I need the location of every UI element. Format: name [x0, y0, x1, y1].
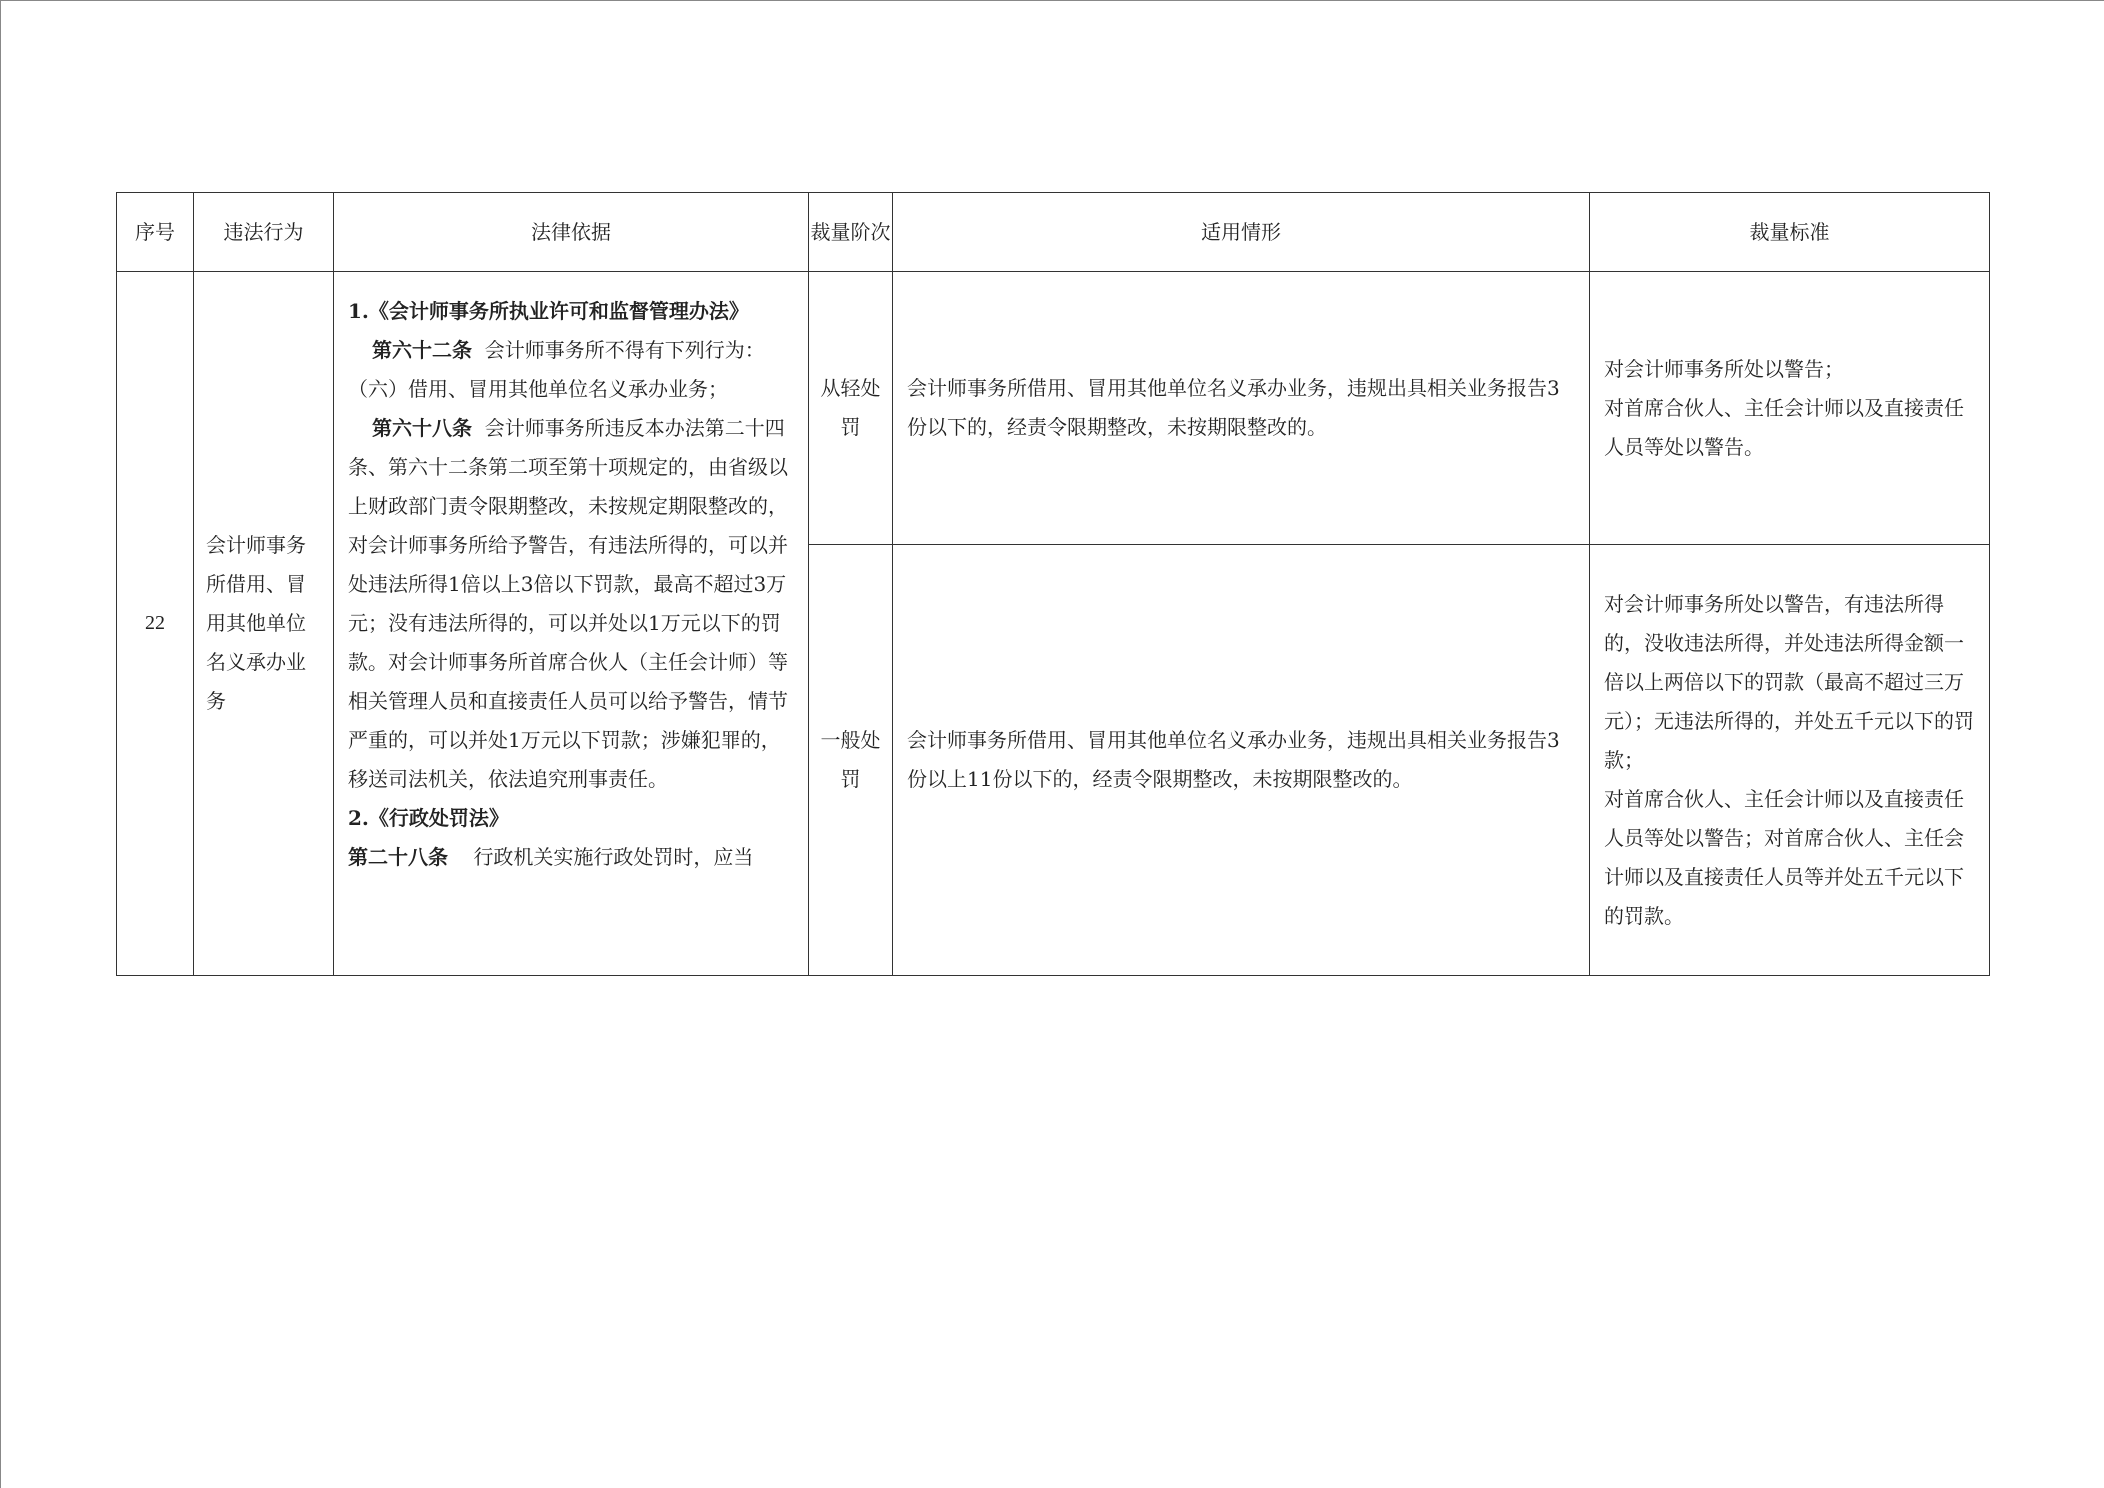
- article-28: [348, 838, 794, 877]
- article-28-text: 行政机关实施行政处罚时，应当: [473, 845, 754, 869]
- header-act: 违法行为: [194, 193, 334, 272]
- table-row: [117, 272, 1990, 545]
- legal-basis-cell: [334, 272, 809, 976]
- header-seq: 序号: [117, 193, 194, 272]
- header-situation: 适用情形: [893, 193, 1590, 272]
- header-standard: 裁量标准: [1590, 193, 1990, 272]
- table-header-row: [117, 193, 1990, 272]
- violation-act-cell: 会计师事务所借用、冒用其他单位名义承办业务: [194, 272, 334, 976]
- page-left-border: [0, 0, 1, 1488]
- article-68-text: 会计师事务所违反本办法第二十四条、第六十二条第二项至第十项规定的，由省级以上财政部门责令限期整改，未按规定期限整改的，对会计师事务所给予警告，有违法所得的，可以并处违法所得1倍以上3倍以下罚款，最高不超过3万元；没有违法所得的，可以并处以1万元以下的罚款。对会计师事务所首席合伙人（主任会计师）等相关管理人员和直接责任人员可以给予警告，情节严重的，可以并处1万元以下罚款；涉嫌犯罪的，移送司法机关，依法追究刑事责任。: [348, 416, 788, 791]
- article-68: [348, 409, 794, 799]
- article-62: [348, 331, 794, 370]
- article-28-label: 第二十八条: [348, 845, 448, 869]
- law1-title: 1.《会计师事务所执业许可和监督管理办法》: [348, 299, 749, 323]
- standard-cell-light: [1590, 272, 1990, 545]
- situation-cell-light: 会计师事务所借用、冒用其他单位名义承办业务，违规出具相关业务报告3份以下的，经责令限期整改，未按期限整改的。: [893, 272, 1590, 545]
- article-62-text: 会计师事务所不得有下列行为：: [484, 338, 765, 362]
- standard-light-line: 对首席合伙人、主任会计师以及直接责任人员等处以警告。: [1604, 395, 1964, 459]
- penalty-discretion-table: [116, 192, 1990, 976]
- article-68-label: 第六十八条: [372, 416, 472, 440]
- header-basis: 法律依据: [334, 193, 809, 272]
- page-top-border: [0, 0, 2104, 1]
- seq-cell: 22: [117, 272, 194, 976]
- standard-general-line: 对首席合伙人、主任会计师以及直接责任人员等处以警告；对首席合伙人、主任会计师以及直接责任人员等并处五千元以下的罚款。: [1604, 786, 1964, 928]
- article-62-item: （六）借用、冒用其他单位名义承办业务；: [348, 377, 728, 401]
- header-level: 裁量阶次: [809, 193, 893, 272]
- article-62-label: 第六十二条: [372, 338, 472, 362]
- situation-cell-general: 会计师事务所借用、冒用其他单位名义承办业务，违规出具相关业务报告3份以上11份以下的，经责令限期整改，未按期限整改的。: [893, 545, 1590, 976]
- standard-light-line: 对会计师事务所处以警告；: [1604, 356, 1844, 381]
- level-cell-light: 从轻处罚: [809, 272, 893, 545]
- level-cell-general: 一般处罚: [809, 545, 893, 976]
- standard-general-line: 对会计师事务所处以警告，有违法所得的，没收违法所得，并处违法所得金额一倍以上两倍以下的罚款（最高不超过三万元）；无违法所得的，并处五千元以下的罚款；: [1604, 591, 1974, 772]
- standard-cell-general: [1590, 545, 1990, 976]
- law2-title: 2.《行政处罚法》: [348, 806, 509, 830]
